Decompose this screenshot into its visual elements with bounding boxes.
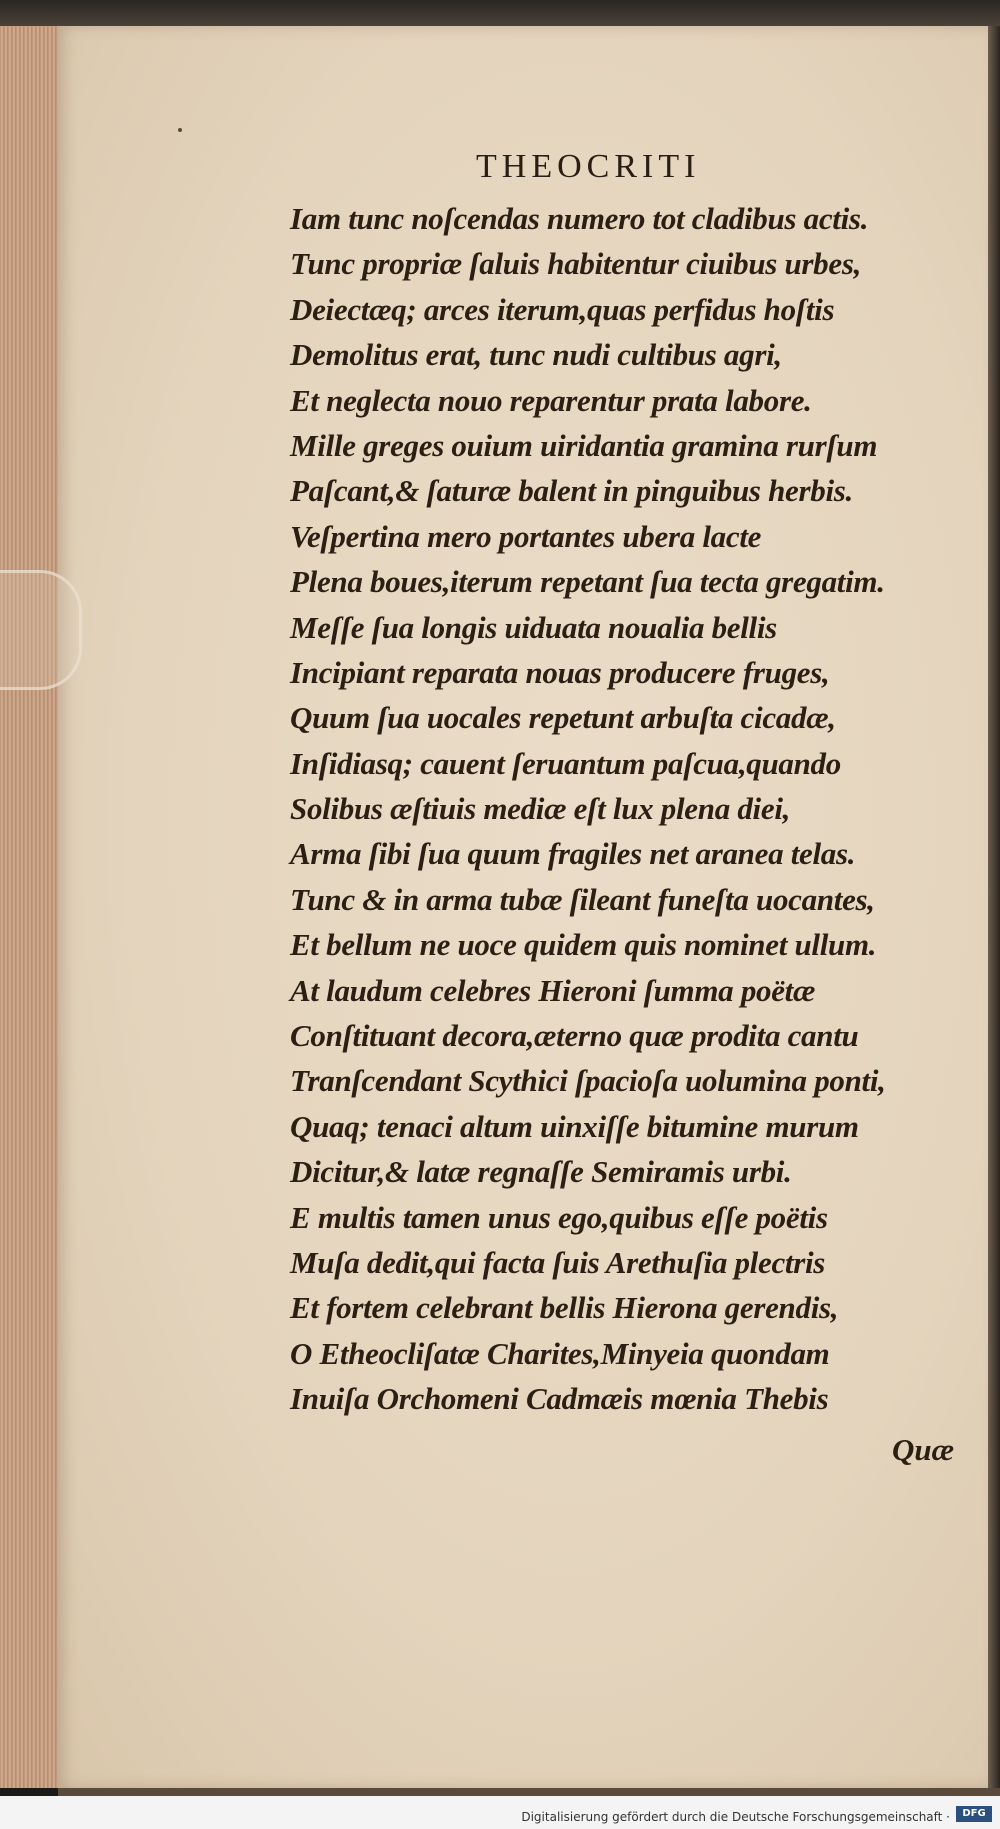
verse-line: Iam tunc noſcendas numero tot cladibus actis. (290, 201, 869, 236)
verse-line: Et fortem celebrant bellis Hierona gerendis, (290, 1290, 839, 1326)
verse-line: O Etheocliſatæ Charites,Minyeia quondam (290, 1335, 830, 1371)
verse-line: Demolitus erat, tunc nudi cultibus agri, (290, 337, 782, 373)
verse-line: Meſſe ſua longis uiduata noualia bellis (290, 609, 777, 645)
verse-line: Plena boues,iterum repetant ſua tecta gregatim. (290, 564, 885, 600)
verse-line: Quum ſua uocales repetunt arbuſta cicadæ, (290, 700, 836, 736)
catchword: Quæ (892, 1432, 955, 1467)
verse-line: Et bellum ne uoce quidem quis nominet ullum. (290, 927, 877, 963)
verse-line: Et neglecta nouo reparentur prata labore. (290, 382, 812, 418)
ink-speck (178, 128, 182, 132)
verse-line: Paſcant,& ſaturæ balent in pinguibus herbis. (290, 473, 853, 509)
footer-credit: Digitalisierung gefördert durch die Deutsche Forschungsgemeinschaft · (521, 1810, 950, 1824)
verse-line: Inſidiasq; cauent ſeruantum paſcua,quando (290, 745, 841, 781)
verse-line: Inuiſa Orchomeni Cadmæis mœnia Thebis (290, 1381, 829, 1417)
verse-line: Deiectæq; arces iterum,quas perfidus hoſtis (290, 291, 835, 327)
verse-line: Veſpertina mero portantes ubera lacte (290, 518, 762, 554)
verse-line: Conſtituant decora,æterno quæ prodita cantu (290, 1018, 859, 1054)
verse-line: Tunc propriæ ſaluis habitentur ciuibus urbes, (290, 246, 862, 282)
verse-line: Solibus æſtiuis mediæ eſt lux plena diei, (290, 791, 791, 827)
verse-line: E multis tamen unus ego,quibus eſſe poëtis (290, 1199, 828, 1235)
verse-line: Mille greges ouium uiridantia gramina rurſum (290, 427, 878, 463)
clasp (0, 570, 82, 690)
book-bottom-edge (58, 1788, 1000, 1796)
verse-text (290, 196, 886, 1422)
verse-line: Incipiant reparata nouas producere fruges, (290, 654, 830, 690)
dfg-logo: DFG (956, 1806, 992, 1822)
running-head: THEOCRITI (476, 148, 701, 185)
verse-line: Dicitur,& latæ regnaſſe Semiramis urbi. (290, 1154, 792, 1190)
verse-line: Tunc & in arma tubæ ſileant funeſta uocantes, (290, 881, 875, 917)
verse-line: Muſa dedit,qui facta ſuis Arethuſia plectris (290, 1244, 826, 1280)
verse-line: Quaq; tenaci altum uinxiſſe bitumine murum (290, 1108, 859, 1144)
verse-line: Arma ſibi ſua quum fragiles net aranea telas. (290, 836, 856, 872)
book-top-edge (0, 0, 1000, 26)
book-right-edge (988, 26, 1000, 1788)
verse-line: At laudum celebres Hieroni ſumma poëtæ (290, 972, 816, 1008)
page-block-edges (0, 26, 62, 1788)
verse-line: Tranſcendant Scythici ſpacioſa uolumina ponti, (290, 1063, 886, 1099)
